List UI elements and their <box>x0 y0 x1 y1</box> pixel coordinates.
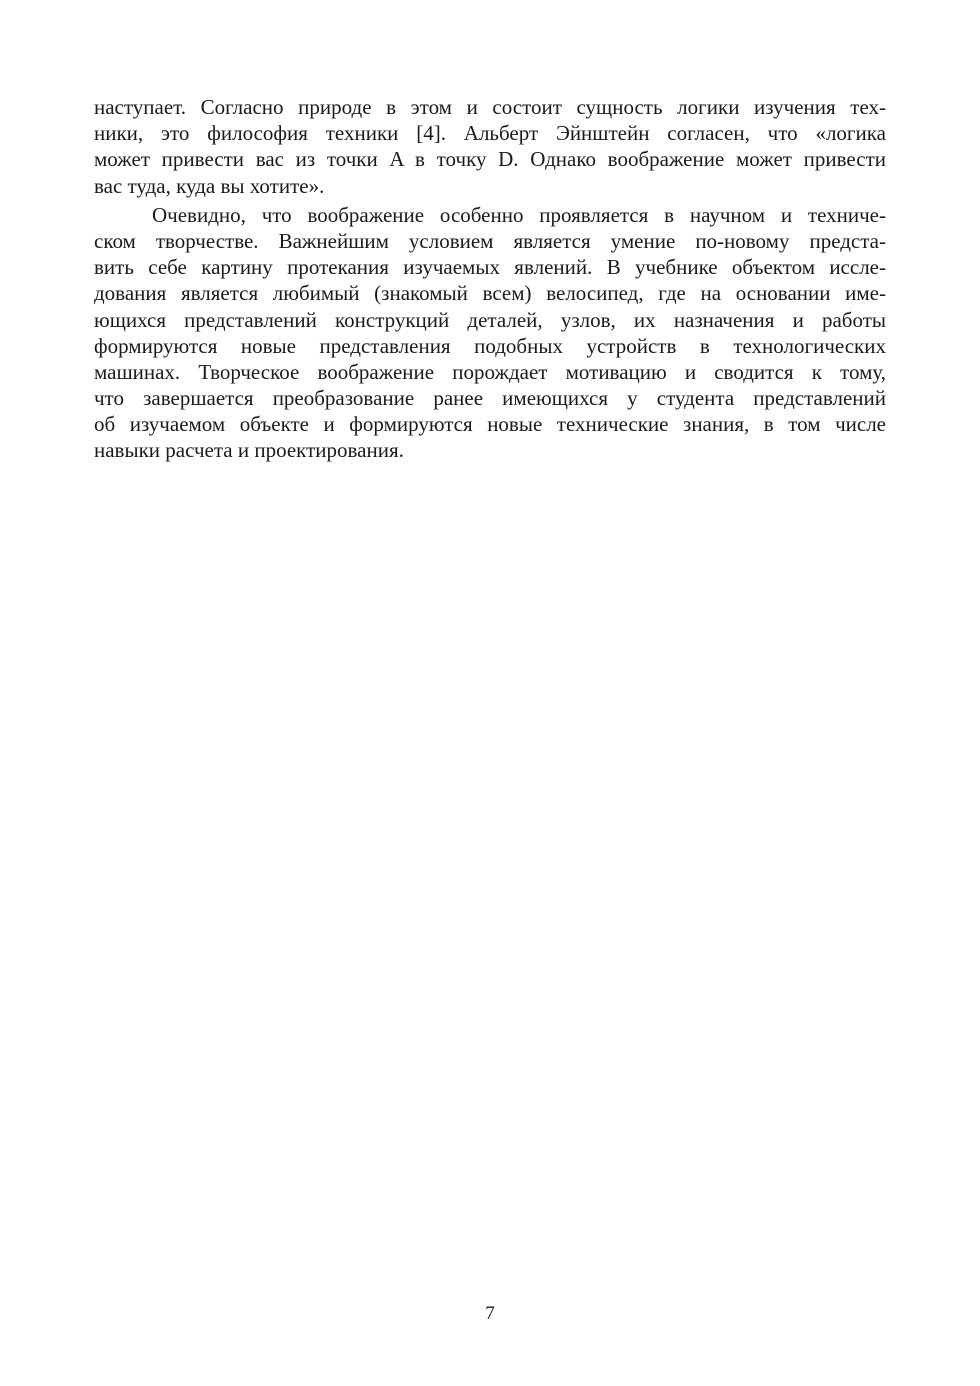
text-line: навыки расчета и проектирования. <box>94 438 404 463</box>
text-line: вить себе картину протекания изучаемых явлений. В учебнике объектом иссле- <box>94 255 886 280</box>
text-line: ники, это философия техники [4]. Альберт Эйнштейн согласен, что «логика <box>94 121 886 146</box>
text-line: дования является любимый (знакомый всем) велосипед, где на основании име- <box>94 281 886 306</box>
body-text <box>94 94 886 464</box>
text-line: об изучаемом объекте и формируются новые технические знания, в том числе <box>94 412 886 437</box>
text-line: вас туда, куда вы хотите». <box>94 173 325 198</box>
text-line: может привести вас из точки A в точку D. Однако воображение может привести <box>94 147 886 172</box>
text-line: наступает. Согласно природе в этом и состоит сущность логики изучения тех- <box>94 95 886 119</box>
page-number: 7 <box>485 1303 495 1324</box>
text-line: что завершается преобразование ранее имеющихся у студента представлений <box>94 386 886 411</box>
text-line: Очевидно, что воображение особенно проявляется в научном и техниче- <box>152 202 886 227</box>
text-line: формируются новые представления подобных устройств в технологических <box>94 333 886 358</box>
text-line: машинах. Творческое воображение порождает мотивацию и сводится к тому, <box>94 359 886 384</box>
paragraph-2 <box>94 202 886 464</box>
text-line: ском творчестве. Важнейшим условием является умение по-новому предста- <box>94 228 886 253</box>
paragraph-1 <box>94 94 886 199</box>
text-line: ющихся представлений конструкций деталей, узлов, их назначения и работы <box>94 307 886 332</box>
